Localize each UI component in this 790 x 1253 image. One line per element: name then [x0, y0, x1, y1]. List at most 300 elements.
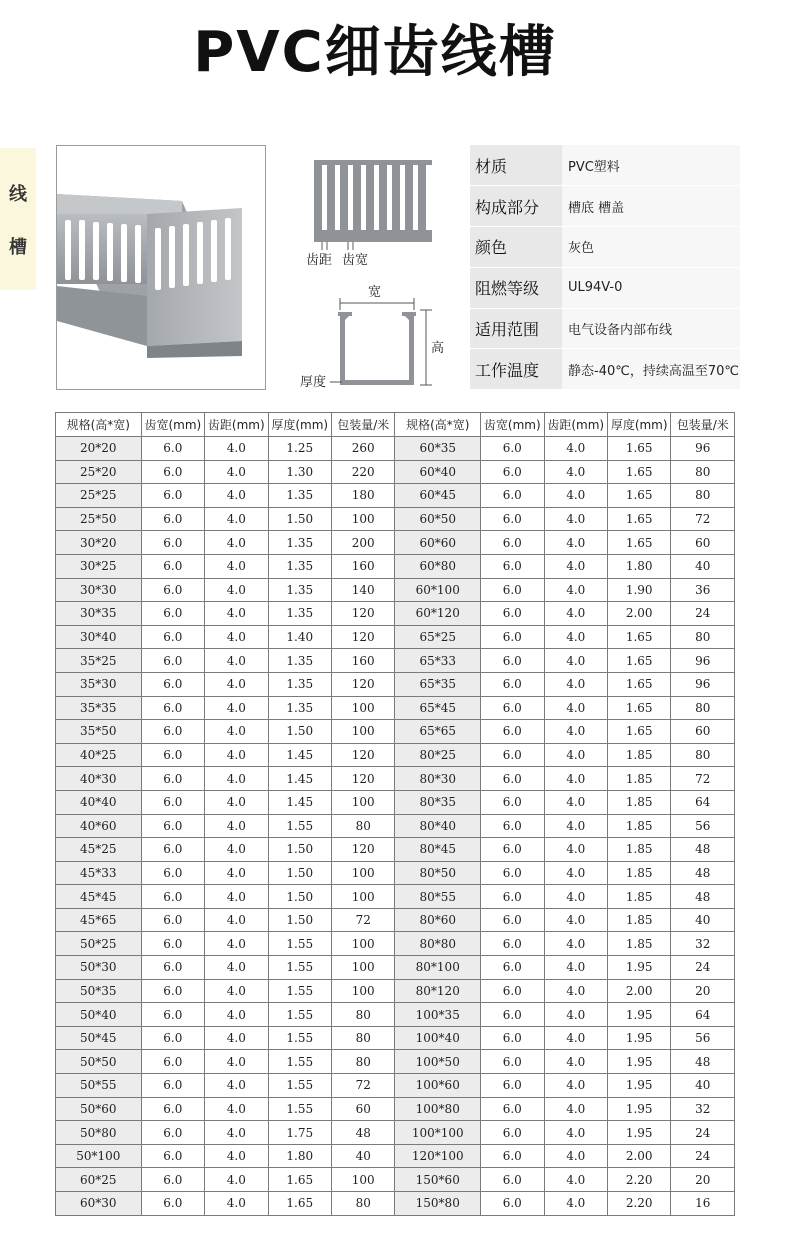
table-cell: 60*40 [395, 460, 481, 484]
table-cell: 80 [331, 1050, 394, 1074]
table-cell: 80 [331, 1003, 394, 1027]
table-cell: 6.0 [141, 743, 204, 767]
table-cell: 1.35 [268, 696, 331, 720]
table-cell: 4.0 [205, 1144, 268, 1168]
spec-key: 阻燃等级 [470, 267, 562, 308]
table-cell: 50*60 [56, 1097, 142, 1121]
table-row [56, 531, 735, 555]
table-cell: 4.0 [205, 908, 268, 932]
table-cell: 4.0 [205, 1074, 268, 1098]
table-cell: 4.0 [205, 956, 268, 980]
table-cell: 6.0 [141, 814, 204, 838]
table-cell: 72 [331, 1074, 394, 1098]
table-cell: 65*35 [395, 672, 481, 696]
table-cell: 4.0 [205, 1050, 268, 1074]
table-cell: 80*100 [395, 956, 481, 980]
table-cell: 4.0 [544, 437, 607, 461]
side-tab-char-2: 槽 [9, 236, 27, 258]
table-cell: 6.0 [481, 932, 544, 956]
table-cell: 6.0 [141, 554, 204, 578]
table-cell: 4.0 [205, 767, 268, 791]
table-cell: 72 [671, 767, 735, 791]
table-cell: 6.0 [141, 672, 204, 696]
side-tab-char-1: 线 [9, 183, 27, 205]
column-header: 包装量/米 [671, 413, 735, 437]
table-cell: 1.85 [607, 932, 670, 956]
table-cell: 20 [671, 979, 735, 1003]
table-cell: 1.95 [607, 1026, 670, 1050]
table-row [56, 602, 735, 626]
table-cell: 50*50 [56, 1050, 142, 1074]
table-cell: 4.0 [205, 625, 268, 649]
table-cell: 36 [671, 578, 735, 602]
table-cell: 4.0 [544, 956, 607, 980]
column-header: 规格(高*宽) [56, 413, 142, 437]
side-tab [0, 148, 36, 290]
table-cell: 80*25 [395, 743, 481, 767]
table-cell: 6.0 [141, 979, 204, 1003]
table-cell: 1.55 [268, 956, 331, 980]
table-cell: 6.0 [141, 1144, 204, 1168]
table-row [56, 578, 735, 602]
table-row [56, 1003, 735, 1027]
spec-value: PVC塑料 [562, 145, 740, 186]
table-cell: 4.0 [544, 1026, 607, 1050]
table-cell: 24 [671, 1121, 735, 1145]
table-cell: 6.0 [141, 838, 204, 862]
table-cell: 80*55 [395, 885, 481, 909]
table-cell: 6.0 [481, 885, 544, 909]
table-cell: 6.0 [141, 767, 204, 791]
table-cell: 4.0 [544, 1003, 607, 1027]
table-cell: 30*40 [56, 625, 142, 649]
table-cell: 1.90 [607, 578, 670, 602]
table-cell: 4.0 [544, 861, 607, 885]
table-cell: 1.65 [268, 1192, 331, 1216]
table-cell: 120*100 [395, 1144, 481, 1168]
table-cell: 48 [671, 838, 735, 862]
table-cell: 6.0 [481, 507, 544, 531]
table-cell: 6.0 [141, 1121, 204, 1145]
table-cell: 6.0 [481, 1192, 544, 1216]
table-row [56, 1097, 735, 1121]
table-cell: 6.0 [141, 649, 204, 673]
table-row [56, 1121, 735, 1145]
table-cell: 6.0 [481, 602, 544, 626]
table-cell: 4.0 [205, 554, 268, 578]
table-row [56, 1168, 735, 1192]
table-cell: 48 [671, 861, 735, 885]
table-cell: 140 [331, 578, 394, 602]
table-row [56, 1026, 735, 1050]
table-cell: 1.30 [268, 460, 331, 484]
table-cell: 4.0 [205, 437, 268, 461]
table-cell: 1.40 [268, 625, 331, 649]
table-cell: 72 [331, 908, 394, 932]
table-cell: 6.0 [141, 460, 204, 484]
table-cell: 80 [671, 625, 735, 649]
table-cell: 4.0 [205, 649, 268, 673]
table-cell: 4.0 [205, 602, 268, 626]
table-cell: 6.0 [481, 790, 544, 814]
table-cell: 6.0 [481, 460, 544, 484]
table-cell: 1.50 [268, 861, 331, 885]
table-cell: 6.0 [481, 1168, 544, 1192]
height-label: 高 [431, 341, 445, 356]
table-cell: 180 [331, 484, 394, 508]
table-cell: 50*45 [56, 1026, 142, 1050]
table-cell: 20*20 [56, 437, 142, 461]
table-cell: 80 [331, 1026, 394, 1050]
table-cell: 150*80 [395, 1192, 481, 1216]
table-cell: 4.0 [544, 908, 607, 932]
table-cell: 4.0 [205, 1192, 268, 1216]
spec-value: 灰色 [562, 227, 740, 268]
table-cell: 4.0 [205, 484, 268, 508]
table-cell: 200 [331, 531, 394, 555]
table-cell: 4.0 [544, 672, 607, 696]
table-cell: 4.0 [544, 531, 607, 555]
table-cell: 1.35 [268, 484, 331, 508]
table-cell: 4.0 [205, 696, 268, 720]
table-cell: 60*25 [56, 1168, 142, 1192]
table-cell: 1.85 [607, 767, 670, 791]
table-cell: 4.0 [544, 767, 607, 791]
table-cell: 40*30 [56, 767, 142, 791]
table-cell: 6.0 [481, 649, 544, 673]
table-cell: 6.0 [481, 956, 544, 980]
table-cell: 1.50 [268, 838, 331, 862]
table-cell: 1.95 [607, 956, 670, 980]
table-row [56, 861, 735, 885]
table-cell: 4.0 [205, 578, 268, 602]
table-cell: 4.0 [205, 672, 268, 696]
table-cell: 6.0 [481, 578, 544, 602]
table-cell: 6.0 [141, 625, 204, 649]
table-cell: 6.0 [481, 979, 544, 1003]
spec-value: 电气设备内部布线 [562, 308, 740, 349]
table-cell: 80 [671, 743, 735, 767]
thickness-label: 厚度 [300, 375, 327, 390]
spec-value: 静态-40℃，持续高温至70℃ [562, 349, 740, 390]
table-cell: 4.0 [544, 484, 607, 508]
table-cell: 65*33 [395, 649, 481, 673]
table-cell: 25*50 [56, 507, 142, 531]
table-cell: 100 [331, 956, 394, 980]
table-cell: 1.95 [607, 1074, 670, 1098]
column-header: 齿距(mm) [205, 413, 268, 437]
table-cell: 80*120 [395, 979, 481, 1003]
table-cell: 60*35 [395, 437, 481, 461]
table-cell: 120 [331, 767, 394, 791]
table-cell: 80*35 [395, 790, 481, 814]
table-cell: 30*25 [56, 554, 142, 578]
table-cell: 100 [331, 696, 394, 720]
table-cell: 4.0 [205, 861, 268, 885]
table-cell: 2.00 [607, 979, 670, 1003]
table-cell: 50*25 [56, 932, 142, 956]
table-cell: 6.0 [481, 861, 544, 885]
table-cell: 4.0 [205, 1097, 268, 1121]
table-cell: 1.65 [607, 625, 670, 649]
table-cell: 4.0 [544, 554, 607, 578]
table-cell: 48 [671, 885, 735, 909]
table-cell: 60*100 [395, 578, 481, 602]
table-cell: 1.65 [607, 720, 670, 744]
spec-key: 构成部分 [470, 186, 562, 227]
table-row [56, 1050, 735, 1074]
table-cell: 4.0 [205, 885, 268, 909]
table-cell: 80 [671, 460, 735, 484]
table-cell: 4.0 [544, 979, 607, 1003]
table-cell: 4.0 [205, 460, 268, 484]
table-cell: 64 [671, 1003, 735, 1027]
table-cell: 1.35 [268, 672, 331, 696]
table-cell: 1.80 [607, 554, 670, 578]
table-cell: 6.0 [141, 437, 204, 461]
table-cell: 6.0 [481, 1003, 544, 1027]
table-cell: 80 [331, 814, 394, 838]
table-cell: 1.55 [268, 1097, 331, 1121]
table-cell: 64 [671, 790, 735, 814]
table-cell: 96 [671, 649, 735, 673]
table-cell: 24 [671, 956, 735, 980]
table-cell: 60*45 [395, 484, 481, 508]
table-cell: 96 [671, 672, 735, 696]
table-cell: 6.0 [141, 956, 204, 980]
table-cell: 4.0 [544, 1074, 607, 1098]
table-cell: 1.35 [268, 554, 331, 578]
table-cell: 50*30 [56, 956, 142, 980]
table-cell: 6.0 [481, 908, 544, 932]
table-cell: 100*100 [395, 1121, 481, 1145]
table-cell: 40 [671, 1074, 735, 1098]
table-cell: 60*30 [56, 1192, 142, 1216]
table-cell: 4.0 [205, 838, 268, 862]
table-cell: 35*30 [56, 672, 142, 696]
table-cell: 100*50 [395, 1050, 481, 1074]
column-header: 包装量/米 [331, 413, 394, 437]
table-cell: 60*60 [395, 531, 481, 555]
table-row [56, 672, 735, 696]
table-cell: 4.0 [205, 507, 268, 531]
table-cell: 1.95 [607, 1121, 670, 1145]
diagram-svg [292, 150, 462, 395]
table-cell: 50*55 [56, 1074, 142, 1098]
table-cell: 6.0 [141, 1168, 204, 1192]
table-cell: 6.0 [141, 720, 204, 744]
table-cell: 100*40 [395, 1026, 481, 1050]
table-cell: 1.55 [268, 814, 331, 838]
table-cell: 32 [671, 1097, 735, 1121]
table-cell: 60 [671, 720, 735, 744]
table-cell: 1.65 [607, 460, 670, 484]
table-cell: 6.0 [141, 790, 204, 814]
table-cell: 4.0 [544, 625, 607, 649]
table-cell: 4.0 [544, 649, 607, 673]
table-cell: 6.0 [481, 743, 544, 767]
table-cell: 6.0 [481, 531, 544, 555]
table-cell: 20 [671, 1168, 735, 1192]
table-cell: 32 [671, 932, 735, 956]
table-cell: 4.0 [205, 1121, 268, 1145]
table-cell: 1.55 [268, 1026, 331, 1050]
table-cell: 48 [331, 1121, 394, 1145]
table-cell: 6.0 [141, 1192, 204, 1216]
tooth-pitch-label: 齿距 [306, 253, 333, 268]
table-cell: 45*33 [56, 861, 142, 885]
table-cell: 150*60 [395, 1168, 481, 1192]
table-cell: 40 [671, 554, 735, 578]
table-cell: 80*50 [395, 861, 481, 885]
table-cell: 1.85 [607, 790, 670, 814]
spec-value: UL94V-0 [562, 267, 740, 308]
table-cell: 4.0 [205, 1003, 268, 1027]
table-cell: 1.50 [268, 507, 331, 531]
table-cell: 60 [331, 1097, 394, 1121]
table-cell: 1.85 [607, 908, 670, 932]
size-table [55, 412, 735, 1216]
table-row [56, 767, 735, 791]
table-cell: 1.65 [607, 531, 670, 555]
column-header: 齿距(mm) [544, 413, 607, 437]
table-cell: 4.0 [544, 578, 607, 602]
table-row [56, 932, 735, 956]
table-cell: 1.55 [268, 979, 331, 1003]
table-cell: 100*80 [395, 1097, 481, 1121]
table-cell: 40 [671, 908, 735, 932]
spec-row [470, 349, 740, 390]
table-cell: 24 [671, 1144, 735, 1168]
table-cell: 4.0 [544, 790, 607, 814]
table-cell: 4.0 [544, 1192, 607, 1216]
table-cell: 4.0 [205, 979, 268, 1003]
table-cell: 50*35 [56, 979, 142, 1003]
table-cell: 160 [331, 554, 394, 578]
table-cell: 1.35 [268, 649, 331, 673]
table-cell: 1.45 [268, 743, 331, 767]
table-row [56, 507, 735, 531]
table-cell: 60*50 [395, 507, 481, 531]
table-cell: 100*60 [395, 1074, 481, 1098]
table-cell: 4.0 [544, 932, 607, 956]
table-header-row [56, 413, 735, 437]
table-cell: 4.0 [205, 814, 268, 838]
table-cell: 1.45 [268, 767, 331, 791]
table-cell: 6.0 [481, 1121, 544, 1145]
spec-key: 材质 [470, 145, 562, 186]
table-cell: 65*45 [395, 696, 481, 720]
table-cell: 80*80 [395, 932, 481, 956]
table-cell: 40*40 [56, 790, 142, 814]
table-cell: 2.20 [607, 1192, 670, 1216]
table-cell: 80*45 [395, 838, 481, 862]
table-cell: 1.65 [607, 484, 670, 508]
table-cell: 6.0 [141, 1097, 204, 1121]
table-cell: 1.55 [268, 1074, 331, 1098]
table-cell: 6.0 [481, 1026, 544, 1050]
table-cell: 72 [671, 507, 735, 531]
table-row [56, 1192, 735, 1216]
table-cell: 6.0 [481, 1050, 544, 1074]
table-cell: 1.85 [607, 814, 670, 838]
spec-key: 颜色 [470, 227, 562, 268]
table-cell: 1.50 [268, 885, 331, 909]
table-cell: 100 [331, 720, 394, 744]
table-cell: 100 [331, 861, 394, 885]
page-title: PVC细齿线槽 [193, 20, 557, 85]
table-cell: 6.0 [481, 1144, 544, 1168]
table-cell: 1.55 [268, 1050, 331, 1074]
table-cell: 1.65 [607, 437, 670, 461]
table-cell: 6.0 [481, 484, 544, 508]
spec-key: 适用范围 [470, 308, 562, 349]
table-cell: 25*20 [56, 460, 142, 484]
table-cell: 4.0 [544, 743, 607, 767]
width-label: 宽 [368, 285, 382, 300]
table-cell: 65*65 [395, 720, 481, 744]
table-cell: 6.0 [481, 767, 544, 791]
table-cell: 35*50 [56, 720, 142, 744]
table-cell: 1.65 [268, 1168, 331, 1192]
table-row [56, 437, 735, 461]
column-header: 齿宽(mm) [481, 413, 544, 437]
table-cell: 4.0 [544, 1168, 607, 1192]
table-cell: 2.00 [607, 1144, 670, 1168]
table-cell: 6.0 [141, 1074, 204, 1098]
table-cell: 1.65 [607, 672, 670, 696]
column-header: 规格(高*宽) [395, 413, 481, 437]
table-row [56, 720, 735, 744]
table-cell: 100 [331, 790, 394, 814]
table-cell: 6.0 [481, 838, 544, 862]
table-cell: 1.95 [607, 1003, 670, 1027]
table-cell: 60*120 [395, 602, 481, 626]
table-cell: 1.85 [607, 861, 670, 885]
table-cell: 6.0 [481, 437, 544, 461]
table-cell: 160 [331, 649, 394, 673]
table-cell: 1.80 [268, 1144, 331, 1168]
table-cell: 1.55 [268, 1003, 331, 1027]
table-cell: 1.65 [607, 649, 670, 673]
table-cell: 1.95 [607, 1050, 670, 1074]
table-cell: 48 [671, 1050, 735, 1074]
table-cell: 60 [671, 531, 735, 555]
spec-row [470, 308, 740, 349]
table-cell: 100 [331, 885, 394, 909]
table-cell: 80*60 [395, 908, 481, 932]
spec-row [470, 145, 740, 186]
table-cell: 40*25 [56, 743, 142, 767]
table-cell: 100 [331, 1168, 394, 1192]
table-cell: 4.0 [544, 720, 607, 744]
table-cell: 6.0 [481, 672, 544, 696]
table-cell: 6.0 [141, 531, 204, 555]
table-row [56, 838, 735, 862]
table-cell: 120 [331, 625, 394, 649]
table-cell: 220 [331, 460, 394, 484]
table-cell: 120 [331, 743, 394, 767]
table-cell: 56 [671, 814, 735, 838]
table-row [56, 885, 735, 909]
table-cell: 2.00 [607, 602, 670, 626]
table-cell: 50*100 [56, 1144, 142, 1168]
table-cell: 80 [331, 1192, 394, 1216]
table-cell: 1.85 [607, 743, 670, 767]
spec-key: 工作温度 [470, 349, 562, 390]
table-cell: 100 [331, 979, 394, 1003]
table-cell: 100 [331, 507, 394, 531]
